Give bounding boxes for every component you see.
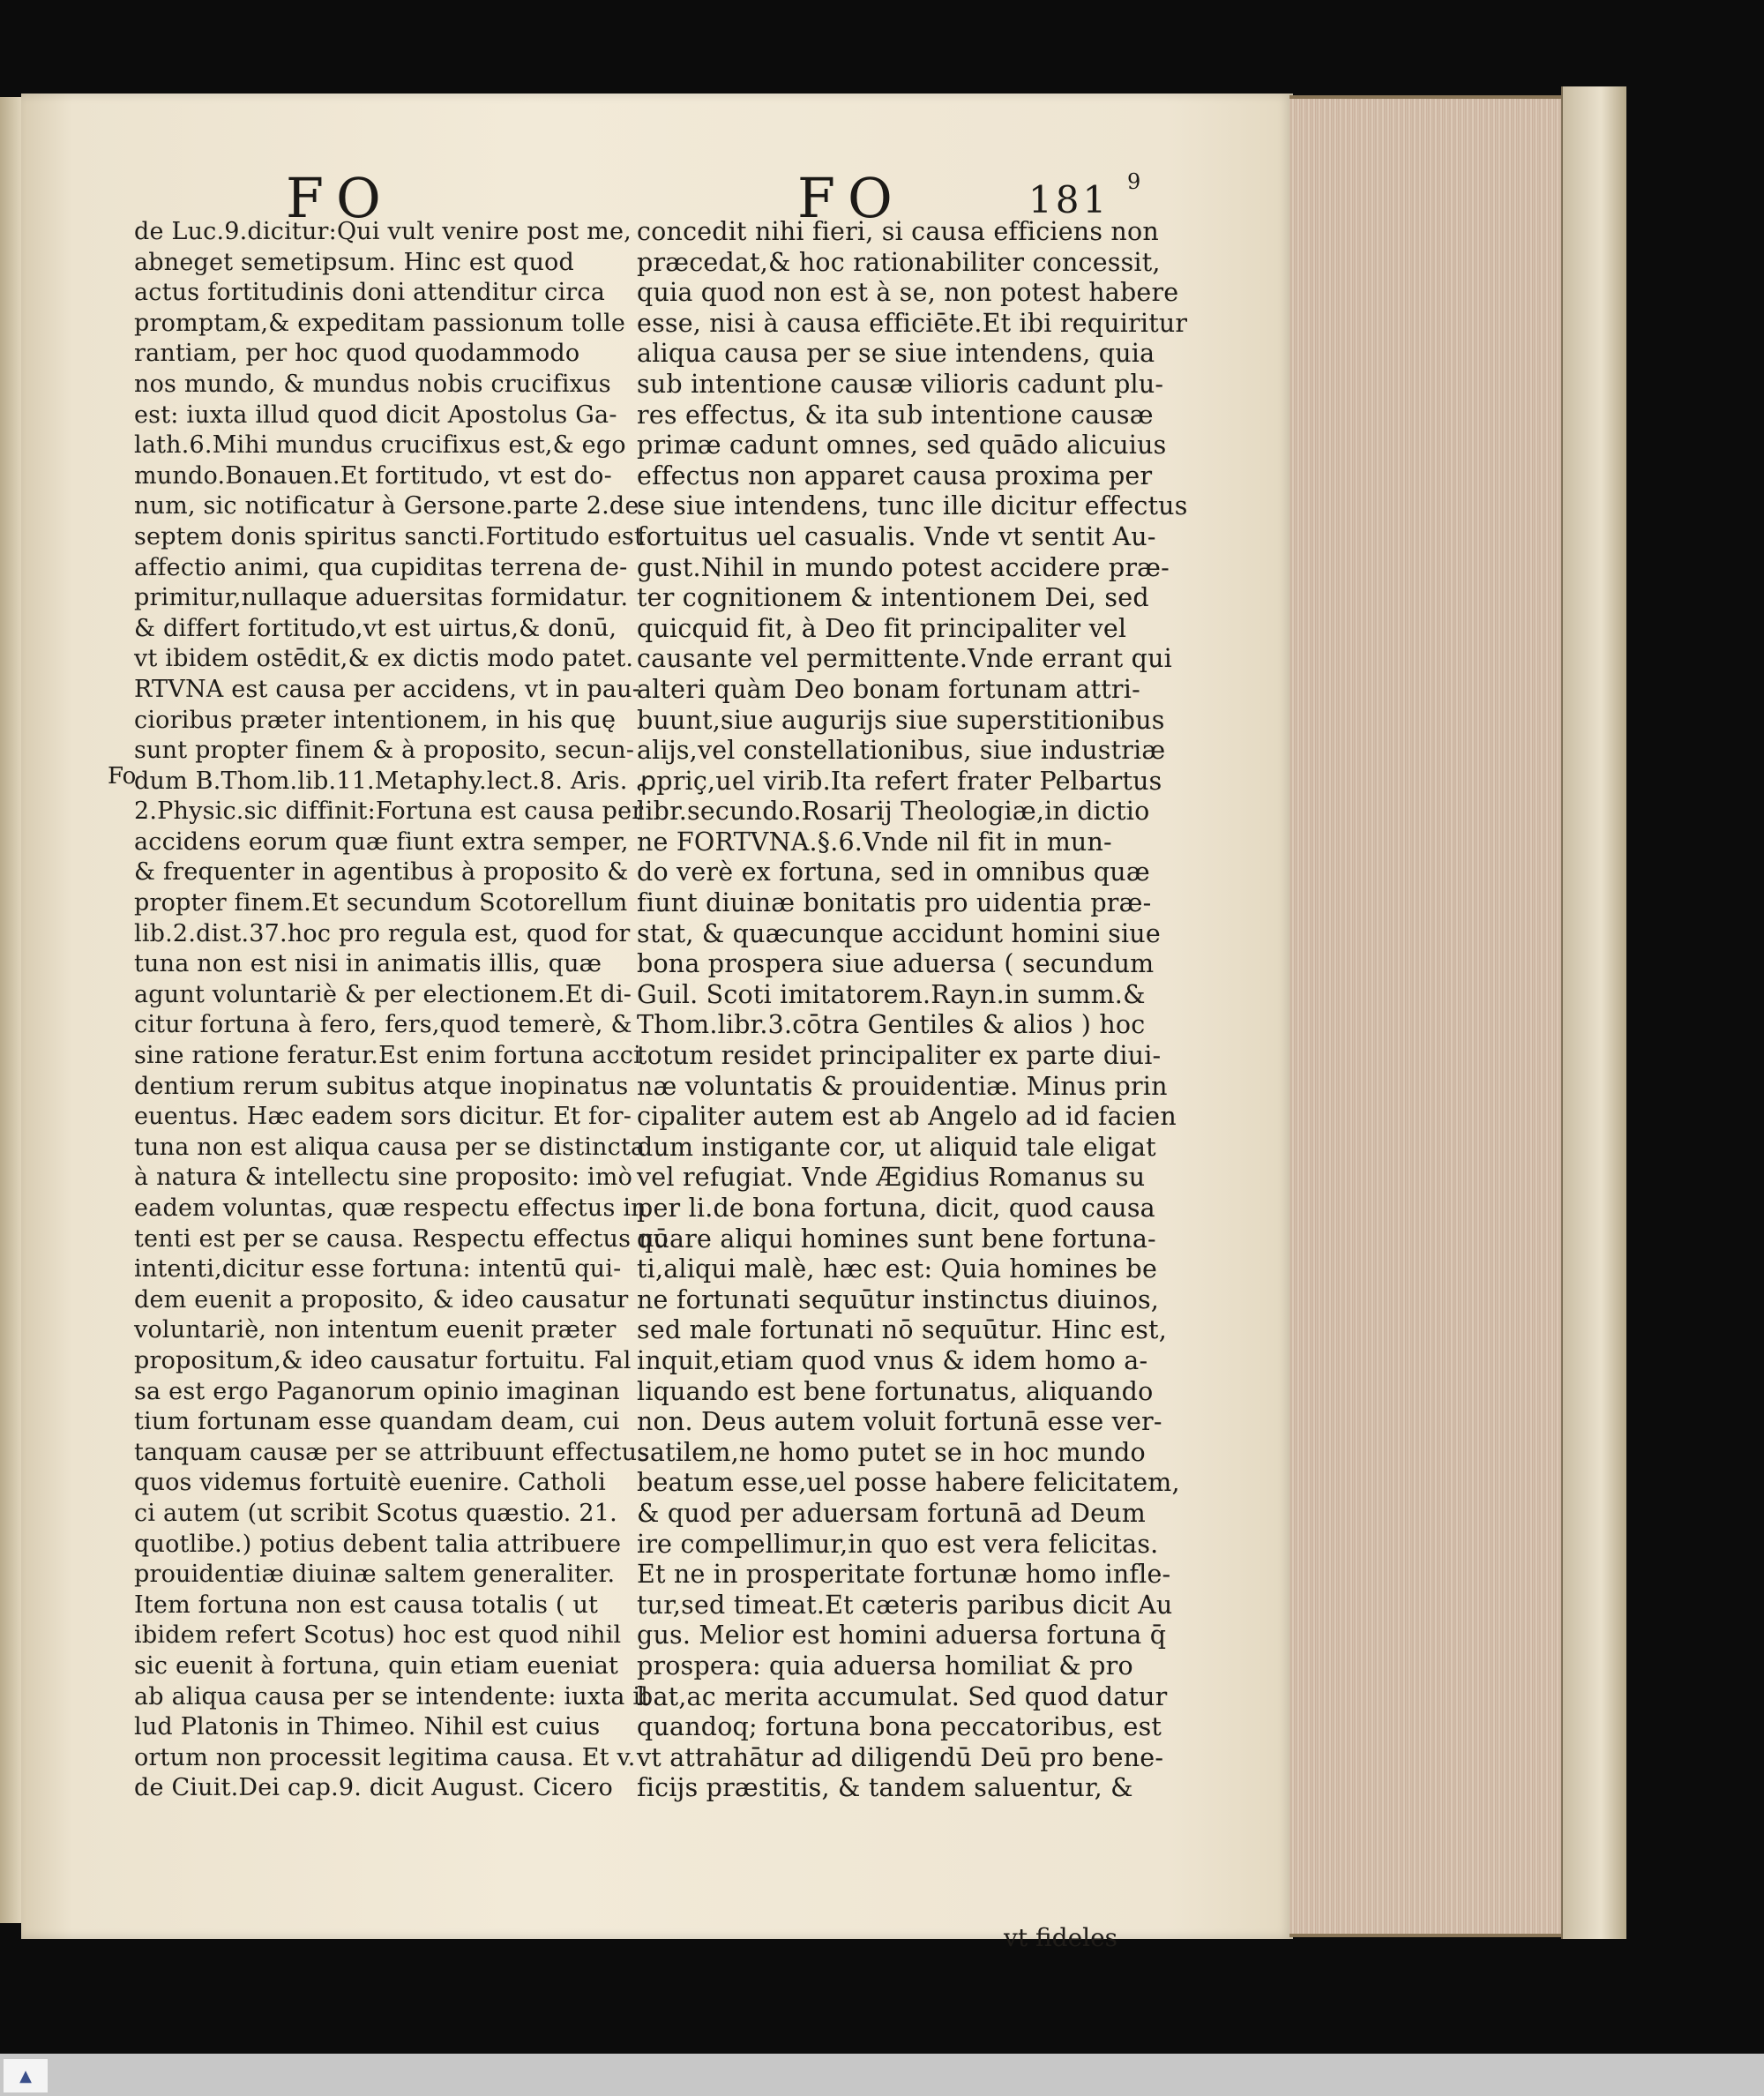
- right-column-line: ti,aliqui malè, hæc est: Quia homines be: [637, 1254, 1158, 1284]
- left-column-line: lib.2.dist.37.hoc pro regula est, quod for: [134, 919, 631, 947]
- book-page: [21, 94, 1293, 1952]
- left-column-line: tuna non est aliqua causa per se distincta: [134, 1133, 646, 1161]
- page-fore-edge: [1289, 95, 1572, 1937]
- right-column-line: quia quod non est à se, non potest habere: [637, 278, 1179, 308]
- running-head-right: FO: [797, 166, 905, 230]
- left-column-line: sine ratione feratur.Est enim fortuna acci: [134, 1042, 641, 1070]
- left-column-line: sunt propter finem & à proposito, secun-: [134, 737, 635, 765]
- left-column-line: prouidentiæ diuinæ saltem generaliter.: [134, 1561, 616, 1589]
- right-column-line: quandoq; fortuna bona peccatoribus, est: [637, 1712, 1162, 1742]
- left-column-line: eadem voluntas, quæ respectu effectus in: [134, 1194, 647, 1222]
- library-logo-icon: ▲: [4, 2059, 48, 2092]
- right-column-line: tur,sed timeat.Et cæteris paribus dicit Au: [637, 1590, 1173, 1620]
- right-column-line: fortuitus uel casualis. Vnde vt sentit Au-: [637, 521, 1156, 551]
- folio-mark: 9: [1127, 169, 1141, 194]
- left-column-line: sic euenit à fortuna, quin etiam eueniat: [134, 1651, 619, 1680]
- right-column-line: res effectus, & ita sub intentione causæ: [637, 400, 1154, 430]
- left-column-line: dentium rerum subitus atque inopinatus: [134, 1072, 629, 1100]
- book-spread: [0, 86, 1632, 1952]
- right-column-line: inquit,etiam quod vnus & idem homo a-: [637, 1345, 1148, 1375]
- right-column-line: ire compellimur,in quo est vera felicitas.: [637, 1529, 1159, 1559]
- left-column-line: voluntariè, non intentum euenit præter: [134, 1316, 617, 1344]
- right-column-line: per li.de bona fortuna, dicit, quod causa: [637, 1194, 1155, 1223]
- right-column-line: cipaliter autem est ab Angelo ad id facien: [637, 1102, 1177, 1132]
- right-column-line: Et ne in prosperitate fortunæ homo infle-: [637, 1560, 1171, 1590]
- right-column-line: alteri quàm Deo bonam fortunam attri-: [637, 674, 1140, 704]
- left-column-line: sa est ergo Paganorum opinio imaginan: [134, 1377, 620, 1405]
- right-column-line: alijs,vel constellationibus, siue industriæ: [637, 736, 1166, 766]
- left-column-line: lud Platonis in Thimeo. Nihil est cuius: [134, 1713, 601, 1741]
- right-column-line: ꝓpriç,uel virib.Ita refert frater Pelbartus: [637, 766, 1162, 796]
- viewer-footer-bar: [0, 2054, 1764, 2096]
- right-column-line: quicquid fit, à Deo fit principaliter vel: [637, 613, 1127, 643]
- right-column-line: liquando est bene fortunatus, aliquando: [637, 1376, 1154, 1406]
- left-column-line: 2.Physic.sic diffinit:Fortuna est causa per: [134, 797, 644, 826]
- right-column-line: sub intentione causæ vilioris cadunt plu-: [637, 369, 1164, 399]
- right-column-line: esse, nisi à causa efficiēte.Et ibi requiritur: [637, 308, 1188, 338]
- left-column-line: ibidem refert Scotus) hoc est quod nihil: [134, 1621, 622, 1650]
- right-column-line: se siue intendens, tunc ille dicitur effectus: [637, 491, 1188, 521]
- left-column-line: primitur,nullaque aduersitas formidatur.: [134, 584, 629, 612]
- left-column-line: de Luc.9.dicitur:Qui vult venire post me,: [134, 218, 632, 245]
- right-column-line: ficijs præstitis, & tandem saluentur, &: [637, 1773, 1133, 1803]
- left-column-line: & frequenter in agentibus à proposito &: [134, 858, 629, 887]
- right-column-line: do verè ex fortuna, sed in omnibus quæ: [637, 857, 1150, 887]
- right-column-line: Guil. Scoti imitatorem.Rayn.in summ.&: [637, 979, 1146, 1009]
- left-column-line: tuna non est nisi in animatis illis, quæ: [134, 950, 602, 978]
- left-column-line: actus fortitudinis doni attenditur circa: [134, 279, 605, 307]
- right-column-line: bat,ac merita accumulat. Sed quod datur: [637, 1681, 1168, 1711]
- left-column-line: dum B.Thom.lib.11.Metaphy.lect.8. Aris.: [134, 767, 628, 795]
- right-column-line: libr.secundo.Rosarij Theologiæ,in dictio: [637, 797, 1150, 827]
- left-column-line: nos mundo, & mundus nobis crucifixus: [134, 370, 611, 398]
- left-column-line: RTVNA est causa per accidens, vt in pau-: [134, 675, 641, 703]
- left-column-line: tium fortunam esse quandam deam, cui: [134, 1408, 620, 1436]
- left-column-line: cioribus præter intentionem, in his quę: [134, 706, 617, 734]
- right-column-line: concedit nihi fieri, si causa efficiens non: [637, 217, 1159, 246]
- left-column-line: Item fortuna non est causa totalis ( ut: [134, 1591, 599, 1619]
- left-column-line: affectio animi, qua cupiditas terrena de-: [134, 553, 628, 581]
- right-column-line: bona prospera siue aduersa ( secundum: [637, 949, 1155, 979]
- right-column-line: & quod per aduersam fortunā ad Deum: [637, 1498, 1146, 1528]
- right-column-line: quare aliqui homines sunt bene fortuna-: [637, 1224, 1156, 1254]
- left-column-line: intenti,dicitur esse fortuna: intentū qui-: [134, 1255, 622, 1284]
- left-column-line: mundo.Bonauen.Et fortitudo, vt est do-: [134, 461, 612, 490]
- book-cover-edge: [1561, 86, 1626, 1939]
- right-column-line: aliqua causa per se siue intendens, quia: [637, 339, 1155, 369]
- left-column-line: num, sic notificatur à Gersone.parte 2.de: [134, 492, 639, 520]
- left-column-line: ab aliqua causa per se intendente: iuxta il: [134, 1682, 649, 1710]
- left-column-line: à natura & intellectu sine proposito: imò: [134, 1164, 633, 1192]
- left-column-line: tanquam causæ per se attribuunt effectus: [134, 1438, 650, 1466]
- right-column-line: præcedat,& hoc rationabiliter concessit,: [637, 247, 1161, 277]
- right-column-line: fiunt diuinæ bonitatis pro uidentia præ-: [637, 888, 1152, 918]
- right-column-line: non. Deus autem voluit fortunā esse ver-: [637, 1407, 1162, 1437]
- left-column-line: promptam,& expeditam passionum tolle: [134, 309, 626, 337]
- right-column-line: buunt,siue augurijs siue superstitionibus: [637, 705, 1165, 735]
- left-column-line: est: iuxta illud quod dicit Apostolus Ga-: [134, 400, 617, 429]
- right-column-line: totum residet principaliter ex parte diui-: [637, 1041, 1162, 1071]
- right-column-line: beatum esse,uel posse habere felicitatem,: [637, 1468, 1180, 1498]
- left-column-line: dem euenit a proposito, & ideo causatur: [134, 1285, 629, 1314]
- right-column-line: sed male fortunati nō sequūtur. Hinc est,: [637, 1315, 1167, 1345]
- right-column: [637, 217, 1188, 1804]
- left-column-line: & differt fortitudo,vt est uirtus,& donū,: [134, 614, 617, 642]
- right-column-line: gus. Melior est homini aduersa fortuna q̄: [637, 1621, 1167, 1651]
- left-column-line: de Ciuit.Dei cap.9. dicit August. Cicero: [134, 1774, 613, 1802]
- right-column-line: næ voluntatis & prouidentiæ. Minus prin: [637, 1071, 1168, 1101]
- catchword: vt fideles: [1004, 1923, 1118, 1952]
- right-column-line: prospera: quia aduersa homiliat & pro: [637, 1651, 1133, 1681]
- right-column-line: effectus non apparet causa proxima per: [637, 460, 1153, 490]
- right-column-line: ter cognitionem & intentionem Dei, sed: [637, 583, 1149, 613]
- right-column-line: ne fortunati sequūtur instinctus diuinos,: [637, 1284, 1160, 1314]
- left-column-line: citur fortuna à fero, fers,quod temerè, &: [134, 1011, 632, 1039]
- right-column-line: causante vel permittente.Vnde errant qui: [637, 644, 1172, 674]
- left-column-line: abneget semetipsum. Hinc est quod: [134, 248, 574, 276]
- left-column-line: ci autem (ut scribit Scotus quæstio. 21.: [134, 1499, 617, 1527]
- left-column-line: tenti est per se causa. Respectu effectus nō: [134, 1224, 669, 1253]
- folio-number: 181: [1028, 178, 1110, 221]
- right-column-line: Thom.libr.3.cōtra Gentiles & alios ) hoc: [637, 1010, 1146, 1040]
- left-column-line: septem donis spiritus sancti.Fortitudo est: [134, 522, 645, 550]
- right-column-line: gust.Nihil in mundo potest accidere præ-: [637, 552, 1170, 582]
- running-head-left: FO: [286, 166, 393, 230]
- right-column-line: satilem,ne homo putet se in hoc mundo: [637, 1437, 1146, 1467]
- right-column-line: primæ cadunt omnes, sed quādo alicuius: [637, 430, 1167, 460]
- left-column-line: lath.6.Mihi mundus crucifixus est,& ego: [134, 431, 626, 460]
- left-column-line: quotlibe.) potius debent talia attribuere: [134, 1530, 622, 1558]
- left-column-line: agunt voluntariè & per electionem.Et di-: [134, 980, 632, 1008]
- right-column-line: ne FORTVNA.§.6.Vnde nil fit in mun-: [637, 827, 1112, 857]
- left-column-line: accidens eorum quæ fiunt extra semper,: [134, 827, 629, 856]
- right-column-line: stat, & quæcunque accidunt homini siue: [637, 918, 1161, 948]
- left-column-line: vt ibidem ostēdit,& ex dictis modo patet.: [134, 645, 634, 673]
- left-column-line: propter finem.Et secundum Scotorellum: [134, 889, 628, 917]
- margin-note: Fo: [108, 763, 137, 790]
- left-column-line: quos videmus fortuitè euenire. Catholi: [134, 1469, 606, 1497]
- right-column-line: vel refugiat. Vnde Ægidius Romanus su: [637, 1163, 1146, 1193]
- right-column-line: dum instigante cor, ut aliquid tale eligat: [637, 1132, 1156, 1162]
- right-column-line: vt attrahātur ad diligendū Deū pro bene-: [637, 1742, 1164, 1772]
- left-column-line: propositum,& ideo causatur fortuitu. Fal: [134, 1346, 632, 1374]
- left-column-line: euentus. Hæc eadem sors dicitur. Et for-: [134, 1103, 632, 1131]
- left-column-line: rantiam, per hoc quod quodammodo: [134, 340, 580, 368]
- left-column-line: ortum non processit legitima causa. Et v.: [134, 1743, 636, 1771]
- left-column: [134, 217, 669, 1804]
